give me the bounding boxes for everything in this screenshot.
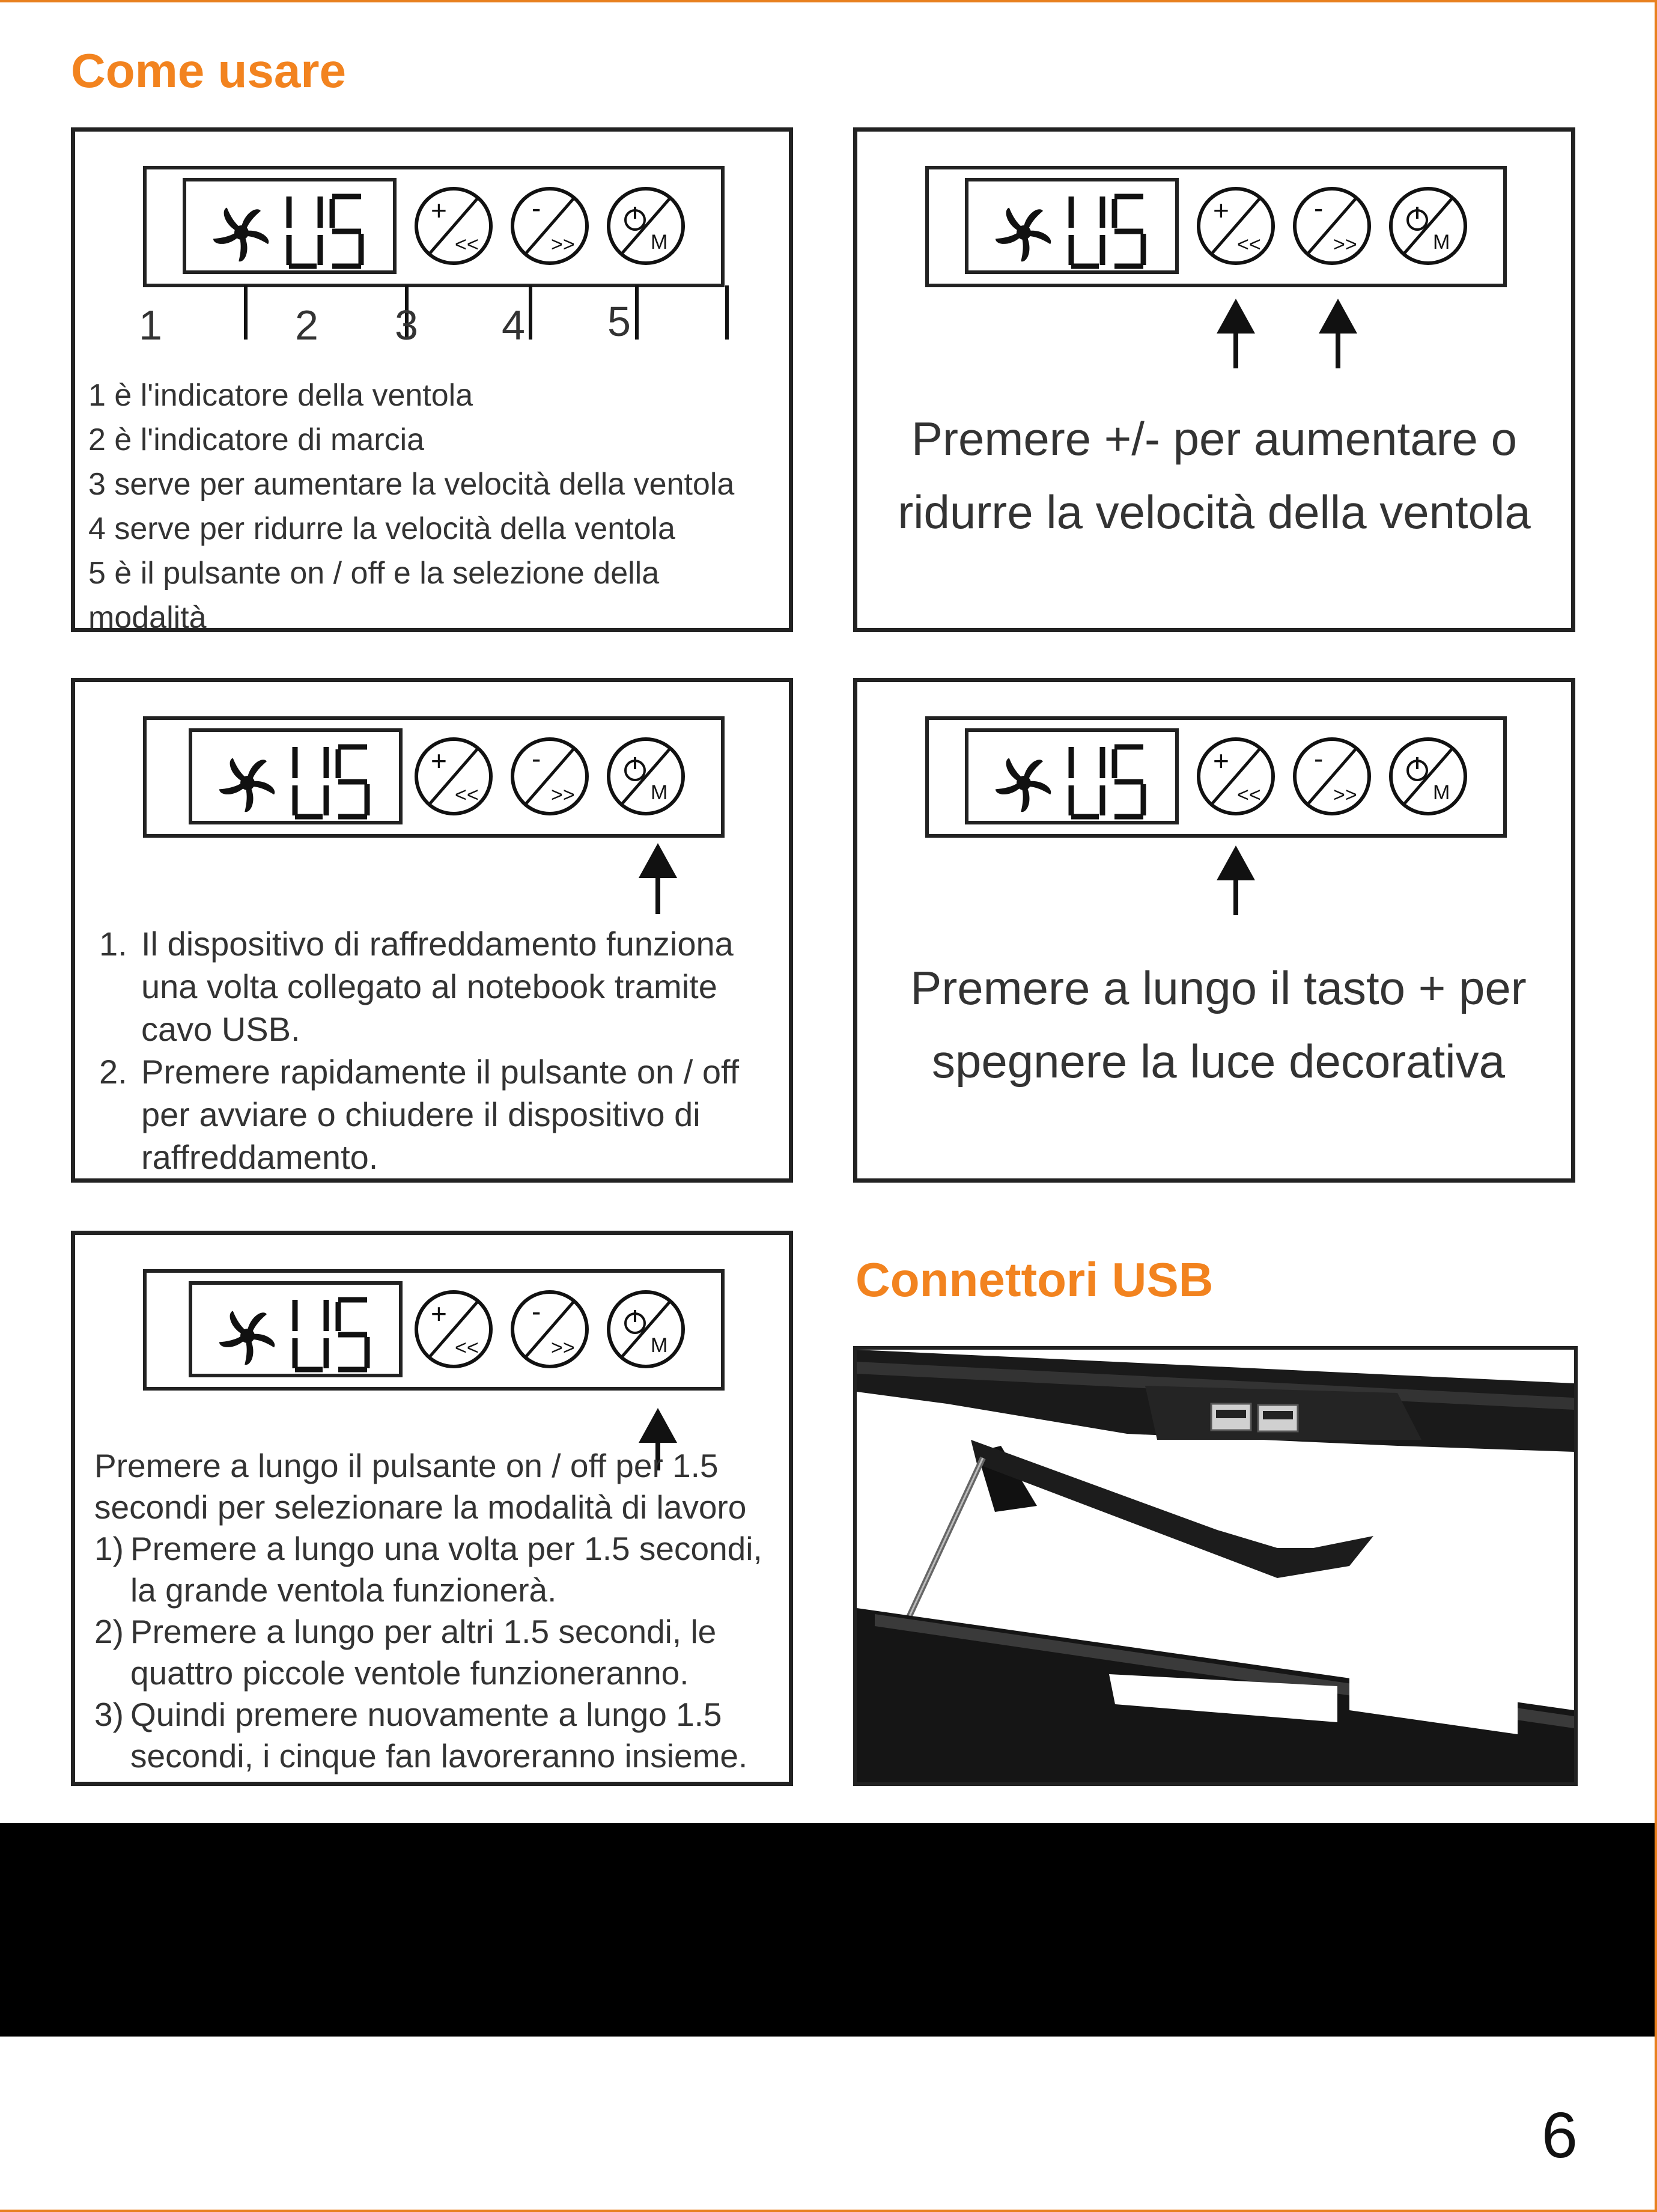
callout-label-1: 1 — [139, 302, 162, 349]
list-number: 2) — [94, 1613, 124, 1650]
power-instructions-list — [75, 922, 790, 1178]
svg-text:<<: << — [1237, 233, 1261, 256]
control-panel-diagram — [142, 1269, 732, 1473]
svg-text:+: + — [1213, 195, 1229, 226]
section-title-how-to-use: Come usare — [71, 44, 346, 97]
text-line: Premere a lungo una volta per 1.5 secondi, — [130, 1530, 762, 1567]
decorative-light-instruction-text — [857, 951, 1579, 1098]
plus-rewind-button-icon — [416, 739, 491, 814]
list-number: 2. — [99, 1053, 127, 1091]
instruction-box-controls-legend — [71, 127, 793, 635]
svg-text:M: M — [651, 1334, 668, 1357]
text-line: cavo USB. — [141, 1010, 300, 1048]
list-number: 3) — [94, 1696, 124, 1733]
svg-text:M: M — [1433, 231, 1450, 254]
svg-text:-: - — [532, 1296, 541, 1327]
usb-port-icon — [1258, 1405, 1298, 1431]
text-line: la grande ventola funzionerà. — [130, 1571, 557, 1609]
minus-forward-button-icon — [512, 189, 587, 263]
svg-text:+: + — [431, 1298, 447, 1329]
text-line: una volta collegato al notebook tramite — [141, 967, 717, 1005]
text-line: per avviare o chiudere il dispositivo di — [141, 1095, 701, 1133]
arrow-up-icon — [639, 843, 677, 914]
svg-text:+: + — [431, 745, 447, 776]
text-line: Premere a lungo il pulsante on / off per 1.5 — [94, 1447, 719, 1484]
svg-text:<<: << — [455, 1336, 479, 1359]
plus-rewind-button-icon — [416, 189, 491, 263]
text-line: quattro piccole ventole funzioneranno. — [130, 1654, 689, 1692]
minus-forward-button-icon — [1295, 189, 1369, 263]
section-title-usb-connectors: Connettori USB — [856, 1253, 1214, 1306]
list-number: 1) — [94, 1530, 124, 1567]
legend-line: modalità — [88, 600, 207, 635]
plus-rewind-button-icon — [1199, 189, 1273, 263]
instruction-box-work-mode — [71, 1231, 793, 1786]
legend-line: 4 serve per ridurre la velocità della ventola — [88, 511, 675, 546]
list-item — [75, 922, 790, 1050]
usb-photo-frame — [853, 1346, 1578, 1786]
svg-text:-: - — [532, 743, 541, 774]
callout-label-5: 5 — [607, 298, 631, 345]
list-item — [94, 1611, 797, 1694]
svg-text:>>: >> — [551, 1336, 575, 1359]
svg-text:+: + — [431, 195, 447, 226]
speed-instruction-text — [857, 402, 1571, 549]
arrow-up-icon — [1217, 845, 1255, 915]
work-mode-instructions — [94, 1445, 797, 1777]
list-item — [94, 1694, 797, 1777]
text-line: secondi, i cinque fan lavoreranno insieme. — [130, 1737, 748, 1775]
usb-port-icon — [1211, 1404, 1251, 1430]
instruction-box-speed — [853, 127, 1575, 632]
svg-text:>>: >> — [551, 233, 575, 256]
svg-text:M: M — [1433, 781, 1450, 804]
text-line: Premere a lungo per altri 1.5 secondi, le — [130, 1613, 717, 1650]
instruction-box-power — [71, 678, 793, 1183]
svg-text:>>: >> — [1333, 233, 1357, 256]
callout-label-2: 2 — [295, 302, 318, 349]
cooling-pad-usb-photo — [857, 1350, 1574, 1782]
svg-text:-: - — [1314, 743, 1324, 774]
controls-legend-list — [88, 373, 734, 640]
plus-rewind-button-icon — [416, 1292, 491, 1367]
minus-forward-button-icon — [512, 1292, 587, 1367]
text-line: secondi per selezionare la modalità di lavoro — [94, 1488, 747, 1526]
svg-text:>>: >> — [551, 784, 575, 806]
legend-line: 3 serve per aumentare la velocità della ventola — [88, 467, 735, 502]
svg-text:M: M — [651, 231, 668, 254]
callout-label-3: 3 — [395, 302, 418, 349]
text-line: Quindi premere nuovamente a lungo 1.5 — [130, 1696, 722, 1733]
text-line: Il dispositivo di raffreddamento funziona — [141, 925, 734, 963]
legend-line: 5 è il pulsante on / off e la selezione della — [88, 556, 660, 591]
power-mode-button-icon — [609, 189, 683, 263]
text-line: Premere a lungo il tasto + per — [910, 961, 1527, 1014]
svg-text:<<: << — [455, 784, 479, 806]
control-panel-diagram — [142, 165, 732, 358]
legend-line: 1 è l'indicatore della ventola — [88, 378, 473, 413]
text-line: Premere rapidamente il pulsante on / off — [141, 1053, 740, 1091]
minus-forward-button-icon — [512, 739, 587, 814]
text-line: Premere +/- per aumentare o — [911, 412, 1517, 465]
list-item — [94, 1528, 797, 1611]
page-number: 6 — [1541, 2098, 1578, 2171]
svg-text:>>: >> — [1333, 784, 1357, 806]
text-line: raffreddamento. — [141, 1138, 379, 1176]
control-panel-diagram — [142, 716, 732, 920]
power-mode-button-icon — [609, 1292, 683, 1367]
callout-label-4: 4 — [502, 302, 525, 349]
power-mode-button-icon — [609, 739, 683, 814]
svg-text:-: - — [1314, 192, 1324, 224]
svg-text:+: + — [1213, 745, 1229, 776]
list-number: 1. — [99, 925, 127, 963]
svg-text:-: - — [532, 192, 541, 224]
footer-black-band — [0, 1823, 1655, 2037]
power-mode-button-icon — [1391, 739, 1465, 814]
instruction-box-decorative-light — [853, 678, 1575, 1183]
control-panel-diagram — [925, 716, 1515, 920]
control-panel-diagram — [925, 165, 1515, 370]
arrow-up-icon — [1217, 299, 1255, 368]
arrow-up-icon — [1319, 299, 1357, 368]
list-item — [75, 1050, 790, 1178]
legend-line: 2 è l'indicatore di marcia — [88, 422, 425, 457]
text-line: ridurre la velocità della ventola — [898, 486, 1531, 538]
svg-text:<<: << — [1237, 784, 1261, 806]
text-line: spegnere la luce decorativa — [932, 1035, 1505, 1088]
minus-forward-button-icon — [1295, 739, 1369, 814]
plus-rewind-button-icon — [1199, 739, 1273, 814]
power-mode-button-icon — [1391, 189, 1465, 263]
svg-text:<<: << — [455, 233, 479, 256]
svg-text:M: M — [651, 781, 668, 804]
